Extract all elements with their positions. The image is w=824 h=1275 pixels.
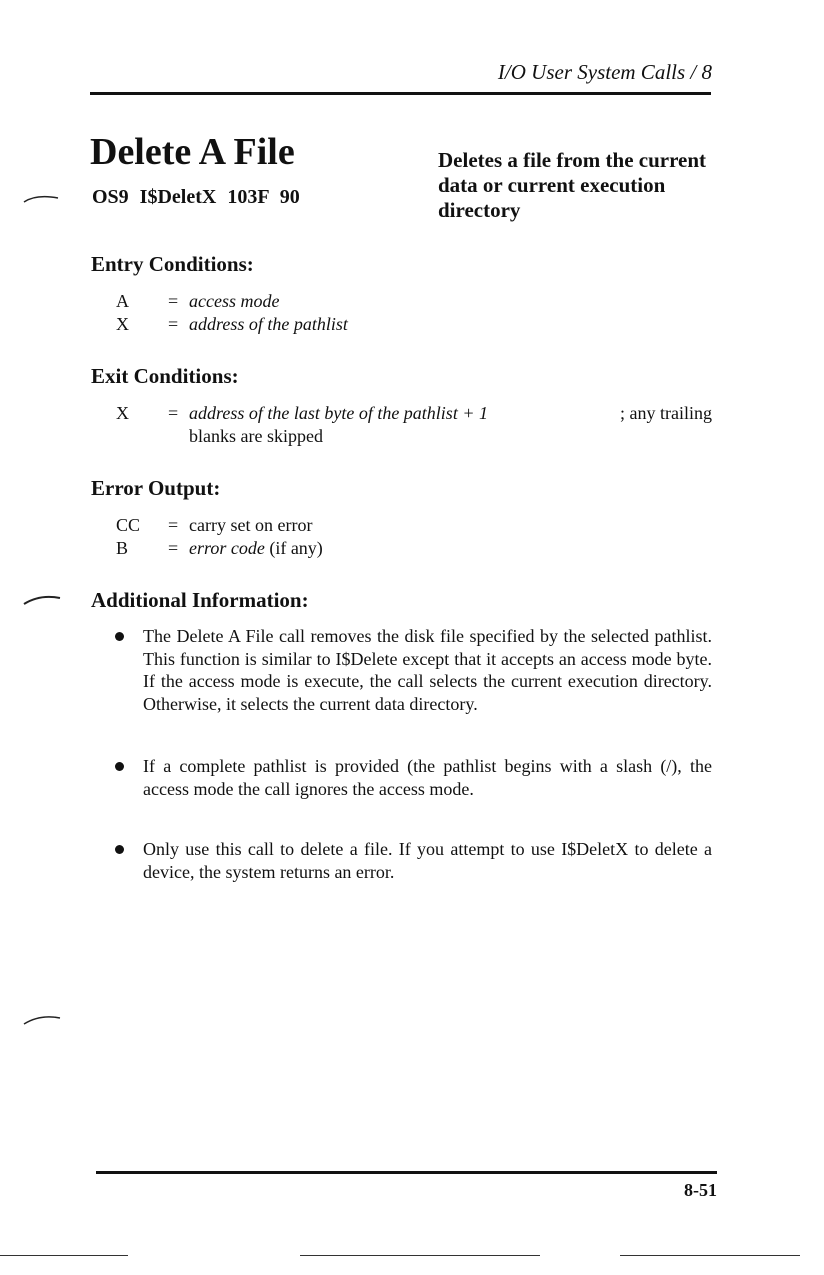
error-code-rest: (if any)	[264, 538, 323, 558]
margin-mark-icon	[22, 192, 62, 206]
call-summary: Deletes a file from the current data or current execution directory	[438, 148, 707, 222]
register-description: carry set on error	[189, 515, 313, 535]
exit-desc-italic: address of the last byte of the pathlist	[189, 403, 458, 423]
bullet-icon	[115, 632, 124, 641]
bullet-icon	[115, 845, 124, 854]
equals-sign: =	[168, 538, 179, 558]
bullet-icon	[115, 762, 124, 771]
register-name: CC	[116, 515, 141, 535]
scan-edge-line	[300, 1255, 540, 1256]
exit-desc-continuation: blanks are skipped	[189, 426, 323, 446]
register-name: X	[116, 314, 129, 334]
info-paragraph: If a complete pathlist is provided (the pathlist begins with a slash (/), the access mode the call ignores the access mode.	[143, 756, 712, 799]
error-code-italic: error code	[189, 538, 265, 558]
margin-mark-icon	[22, 592, 62, 608]
entry-conditions-heading: Entry Conditions:	[91, 252, 254, 276]
error-output-heading: Error Output:	[91, 476, 221, 500]
info-paragraph: Only use this call to delete a file. If you attempt to use I$DeletX to delete a device, the system returns an error.	[143, 839, 712, 882]
equals-sign: =	[168, 403, 179, 423]
footer-rule	[96, 1171, 717, 1174]
page-title: Delete A File	[90, 131, 295, 173]
page-number: 8-51	[684, 1180, 717, 1200]
exit-conditions-heading: Exit Conditions:	[91, 364, 239, 388]
exit-desc-plus: + 1	[457, 403, 488, 423]
register-name: B	[116, 538, 129, 558]
running-head: I/O User System Calls / 8	[497, 60, 712, 84]
additional-information-heading: Additional Information:	[91, 588, 309, 612]
equals-sign: =	[168, 314, 179, 334]
margin-mark-icon	[22, 1012, 62, 1028]
exit-desc-rest: ; any trailing	[620, 403, 712, 423]
register-name: A	[116, 291, 129, 311]
equals-sign: =	[168, 291, 179, 311]
info-paragraph: The Delete A File call removes the disk file specified by the selected pathlist. This function is similar to I$Delete except that it accepts an access mode byte. If the access mode is execute, the call selects the current execution directory. Otherwise, it selects the current data directory.	[143, 626, 712, 715]
call-identifier: OS9 I$DeletX 103F 90	[92, 186, 300, 208]
register-description	[189, 538, 323, 559]
register-description: address of the pathlist	[189, 314, 348, 334]
register-description: access mode	[189, 291, 280, 311]
equals-sign: =	[168, 515, 179, 535]
scan-edge-line	[620, 1255, 800, 1256]
header-rule	[90, 92, 711, 95]
register-name: X	[116, 403, 129, 423]
scan-edge-line	[0, 1255, 128, 1256]
